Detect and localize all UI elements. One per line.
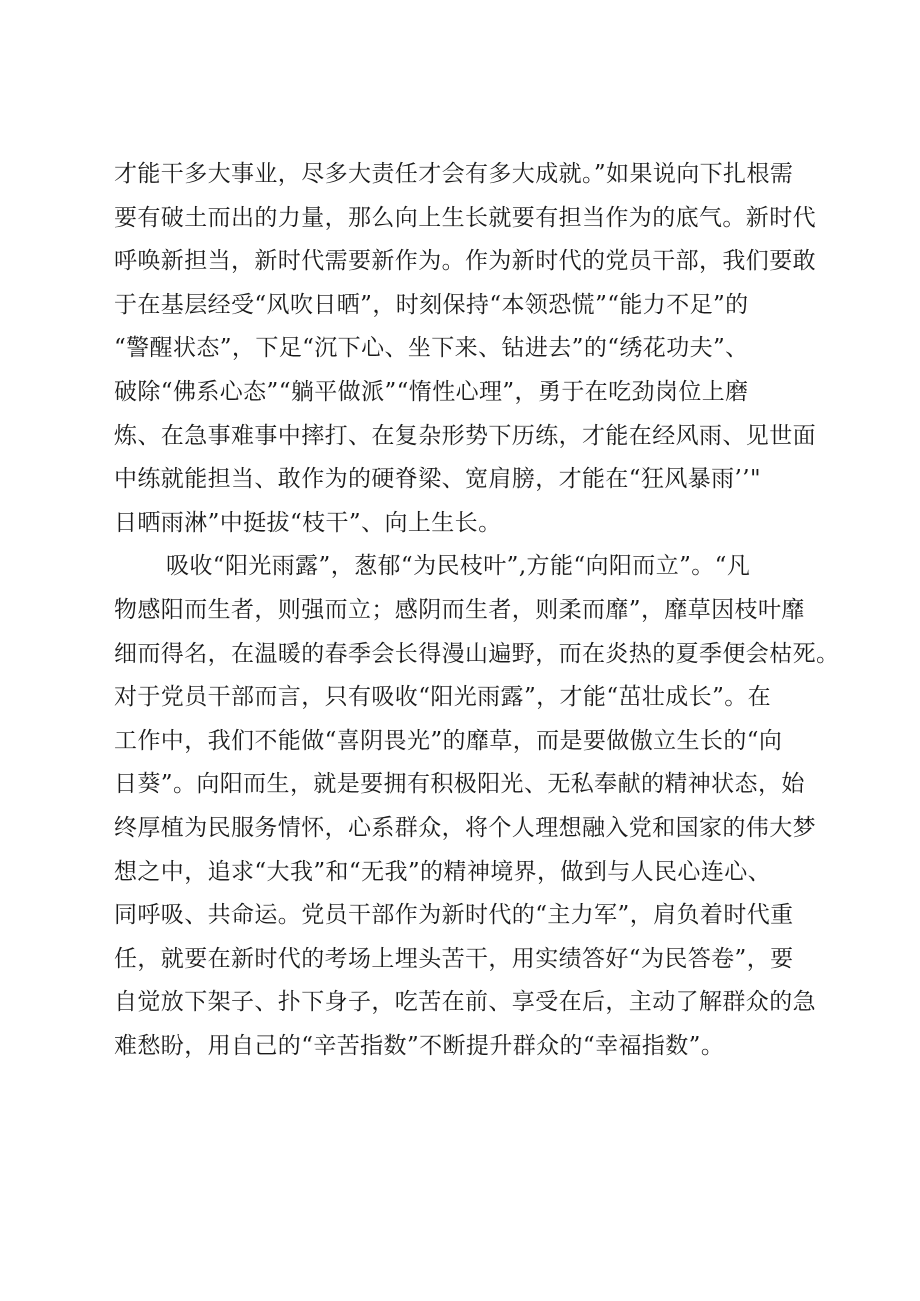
text-line: 日葵”。向阳而生，就是要拥有积极阳光、无私奉献的精神状态，始 <box>114 771 805 798</box>
text-line: 想之中，追求“大我”和“无我”的精神境界，做到与人民心连心、 <box>114 858 772 885</box>
text-line: 工作中，我们不能做“喜阴畏光”的靡草，而是要做傲立生长的“向 <box>114 727 783 754</box>
text-line: “警醒状态”，下足“沉下心、坐下来、钻进去”的“绣花功夫”、 <box>114 335 749 362</box>
text-line: 难愁盼，用自己的“辛苦指数”不断提升群众的“幸福指数”。 <box>114 1032 725 1059</box>
text-line: 破除“佛系心态”“躺平做派”“惰性心理”，勇于在吃劲岗位上磨 <box>114 378 749 405</box>
text-line: 自觉放下架子、扑下身子，吃苦在前、享受在后，主动了解群众的急 <box>114 989 816 1016</box>
paragraph-start-line: 吸收“阳光雨露”，葱郁“为民枝叶”,方能“向阳而立”。“凡 <box>166 553 751 580</box>
text-line: 同呼吸、共命运。党员干部作为新时代的“主力军”，肩负着时代重 <box>114 902 794 929</box>
text-line: 炼、在急事难事中摔打、在复杂形势下历练，才能在经风雨、见世面 <box>114 422 816 449</box>
text-line: 要有破土而出的力量，那么向上生长就要有担当作为的底气。新时代 <box>114 204 816 231</box>
text-line: 日晒雨淋”中挺拔“枝干”、向上生长。 <box>114 509 502 536</box>
text-line: 中练就能担当、敢作为的硬脊梁、宽肩膀，才能在“狂风暴雨’’" <box>114 466 761 493</box>
text-line: 于在基层经受“风吹日晒”，时刻保持“本领恐慌”“能力不足”的 <box>114 291 749 318</box>
text-line: 对于党员干部而言，只有吸收“阳光雨露”，才能“茁壮成长”。在 <box>114 684 772 711</box>
text-line: 终厚植为民服务情怀，心系群众，将个人理想融入党和国家的伟大梦 <box>114 814 816 841</box>
text-line: 任，就要在新时代的考场上埋头苦干，用实绩答好“为民答卷”，要 <box>114 945 794 972</box>
text-line: 呼唤新担当，新时代需要新作为。作为新时代的党员干部，我们要敢 <box>114 248 816 275</box>
text-line: 物感阳而生者，则强而立；感阴而生者，则柔而靡”，靡草因枝叶靡 <box>114 596 805 623</box>
article-body <box>114 153 840 1068</box>
text-line: 细而得名，在温暖的春季会长得漫山遍野，而在炎热的夏季便会枯死。 <box>114 640 840 667</box>
text-line: 才能干多大事业，尽多大责任才会有多大成就。”如果说向下扎根需 <box>114 161 794 187</box>
